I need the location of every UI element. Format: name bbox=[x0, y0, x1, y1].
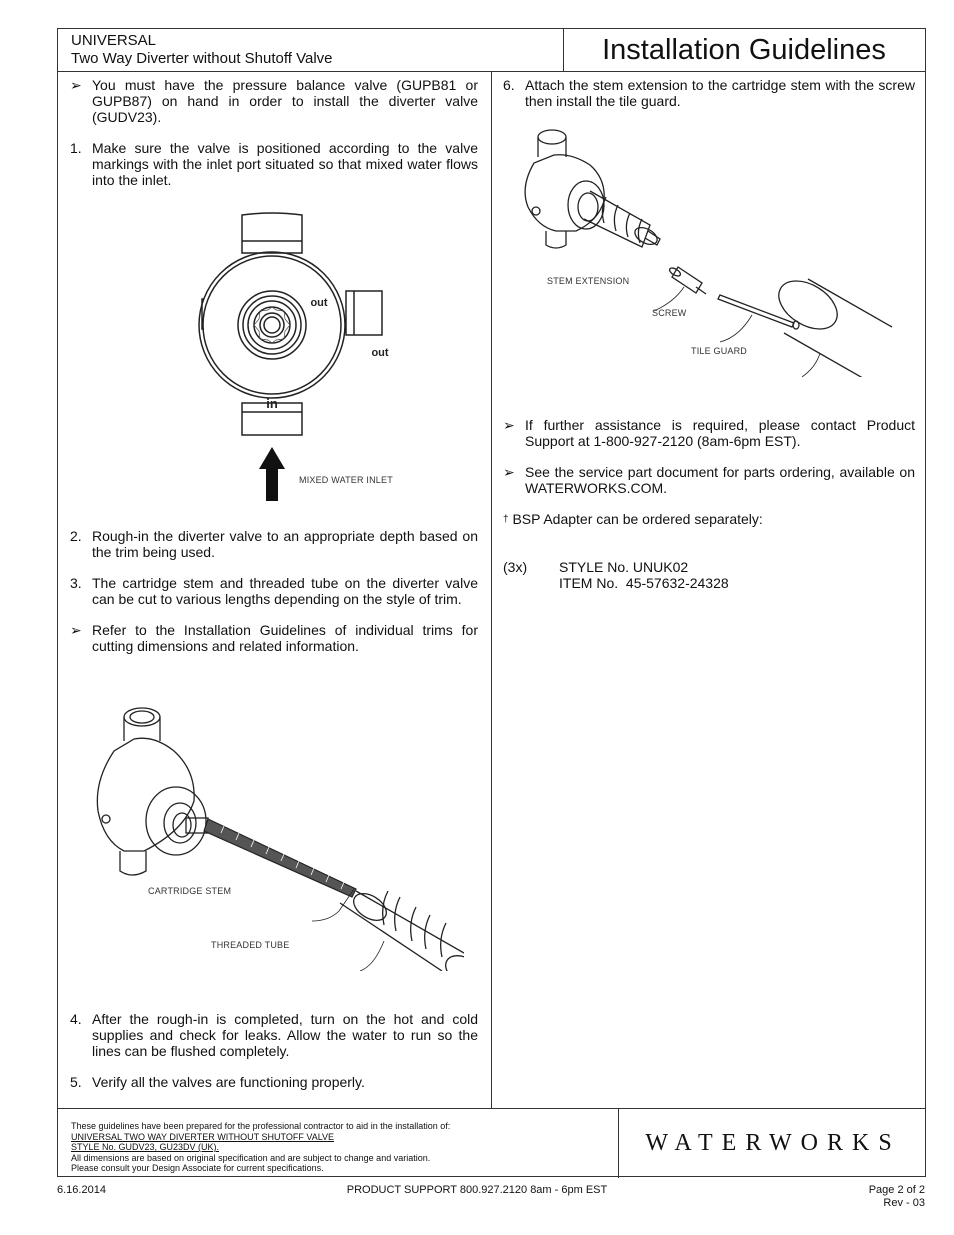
page-number: Page 2 of 2 bbox=[868, 1184, 925, 1196]
style-value: UNUK02 bbox=[632, 559, 689, 575]
page-title: Installation Guidelines bbox=[602, 34, 886, 66]
threaded-tube-label: THREADED TUBE bbox=[211, 940, 290, 950]
header-product-line: Two Way Diverter without Shutoff Valve bbox=[71, 50, 333, 67]
right-column bbox=[503, 77, 915, 109]
header bbox=[58, 29, 925, 72]
note-bsp-adapter: † BSP Adapter can be ordered separately: bbox=[503, 511, 763, 527]
footer-text: These guidelines have been prepared for the professional contractor to aid in the installation of: UNIVERSAL TWO WAY DIVERTER WITHOUT SHUTOFF VALVE STYLE No. GUDV23, GU23DV (UK). All dimensions are based on original specification and are subject to change and variation. Please consult your Design Associate for current specifications. bbox=[71, 1121, 451, 1173]
bullet-marker: ➢ bbox=[503, 417, 515, 433]
step-3: 3. The cartridge stem and threaded tube on the diverter valve can be cut to various lengths depending on the style of trim. bbox=[70, 575, 478, 607]
revision: Rev - 03 bbox=[883, 1197, 925, 1209]
left-column-middle bbox=[70, 528, 478, 654]
header-brand-line: UNIVERSAL bbox=[71, 32, 157, 49]
footer bbox=[58, 1108, 925, 1178]
item-value: 45-57632-24328 bbox=[625, 575, 729, 591]
dagger-marker: † bbox=[503, 514, 509, 525]
bullet-marker: ➢ bbox=[70, 622, 82, 638]
mixed-water-inlet-label: MIXED WATER INLET bbox=[299, 475, 393, 485]
note-assistance: ➢ If further assistance is required, please contact Product Support at 1-800-927-2120 (8am-6pm EST). bbox=[503, 417, 915, 449]
quantity: (3x) bbox=[503, 559, 528, 575]
note-refer-trims: ➢ Refer to the Installation Guidelines of individual trims for cutting dimensions and related information. bbox=[70, 622, 478, 654]
left-column-bottom bbox=[70, 1011, 478, 1090]
bsp-adapter-spec bbox=[503, 559, 915, 591]
footer-product-name: UNIVERSAL TWO WAY DIVERTER WITHOUT SHUTOFF VALVE bbox=[71, 1131, 335, 1142]
inlet-arrow-icon bbox=[259, 447, 285, 501]
step-6: 6. Attach the stem extension to the cartridge stem with the screw then install the tile guard. bbox=[503, 77, 915, 109]
note-service-part: ➢ See the service part document for parts ordering, available on WATERWORKS.COM. bbox=[503, 464, 915, 496]
header-product bbox=[71, 32, 333, 68]
footer-style-numbers: STYLE No. GUDV23, GU23DV (UK). bbox=[71, 1142, 220, 1152]
tile-guard-label: TILE GUARD bbox=[691, 346, 748, 356]
bullet-marker: ➢ bbox=[70, 77, 82, 93]
style-label: STYLE No. bbox=[559, 559, 630, 575]
page-info bbox=[869, 1184, 925, 1210]
step-5: 5. Verify all the valves are functioning properly. bbox=[70, 1074, 365, 1090]
step-4: 4. After the rough-in is completed, turn on the hot and cold supplies and check for leaks. Allow the water to run so the lines can be flushed completely. bbox=[70, 1011, 478, 1059]
bullet-marker: ➢ bbox=[503, 464, 515, 480]
step-2: 2. Rough-in the diverter valve to an appropriate depth based on the trim being used. bbox=[70, 528, 478, 560]
product-support-line: PRODUCT SUPPORT 800.927.2120 8am - 6pm EST bbox=[346, 1184, 608, 1196]
left-column bbox=[70, 77, 478, 188]
stem-extension-label: STEM EXTENSION bbox=[547, 276, 630, 286]
fig1-label-out-top: out bbox=[310, 297, 328, 309]
stem-extension-figure bbox=[524, 127, 904, 377]
column-divider bbox=[491, 72, 492, 1109]
valve-front-figure bbox=[196, 211, 396, 506]
document-date: 6.16.2014 bbox=[57, 1184, 106, 1196]
waterworks-logo: WATERWORKS bbox=[645, 1129, 901, 1156]
fig1-label-out-right: out bbox=[371, 347, 389, 359]
right-column-bottom bbox=[503, 417, 915, 591]
page-frame bbox=[57, 28, 926, 1177]
cartridge-stem-label: CARTRIDGE STEM bbox=[148, 886, 232, 896]
note-pressure-valve: ➢ You must have the pressure balance valve (GUPB81 or GUPB87) on hand in order to install the diverter valve (GUDV23). bbox=[70, 77, 478, 125]
fig1-label-in: in bbox=[266, 396, 278, 411]
screw-label: SCREW bbox=[652, 308, 687, 318]
step-1: 1. Make sure the valve is positioned according to the valve markings with the inlet port situated so that mixed water flows into the inlet. bbox=[70, 140, 478, 188]
valve-stem-figure bbox=[84, 701, 464, 971]
item-label: ITEM No. bbox=[559, 575, 619, 591]
